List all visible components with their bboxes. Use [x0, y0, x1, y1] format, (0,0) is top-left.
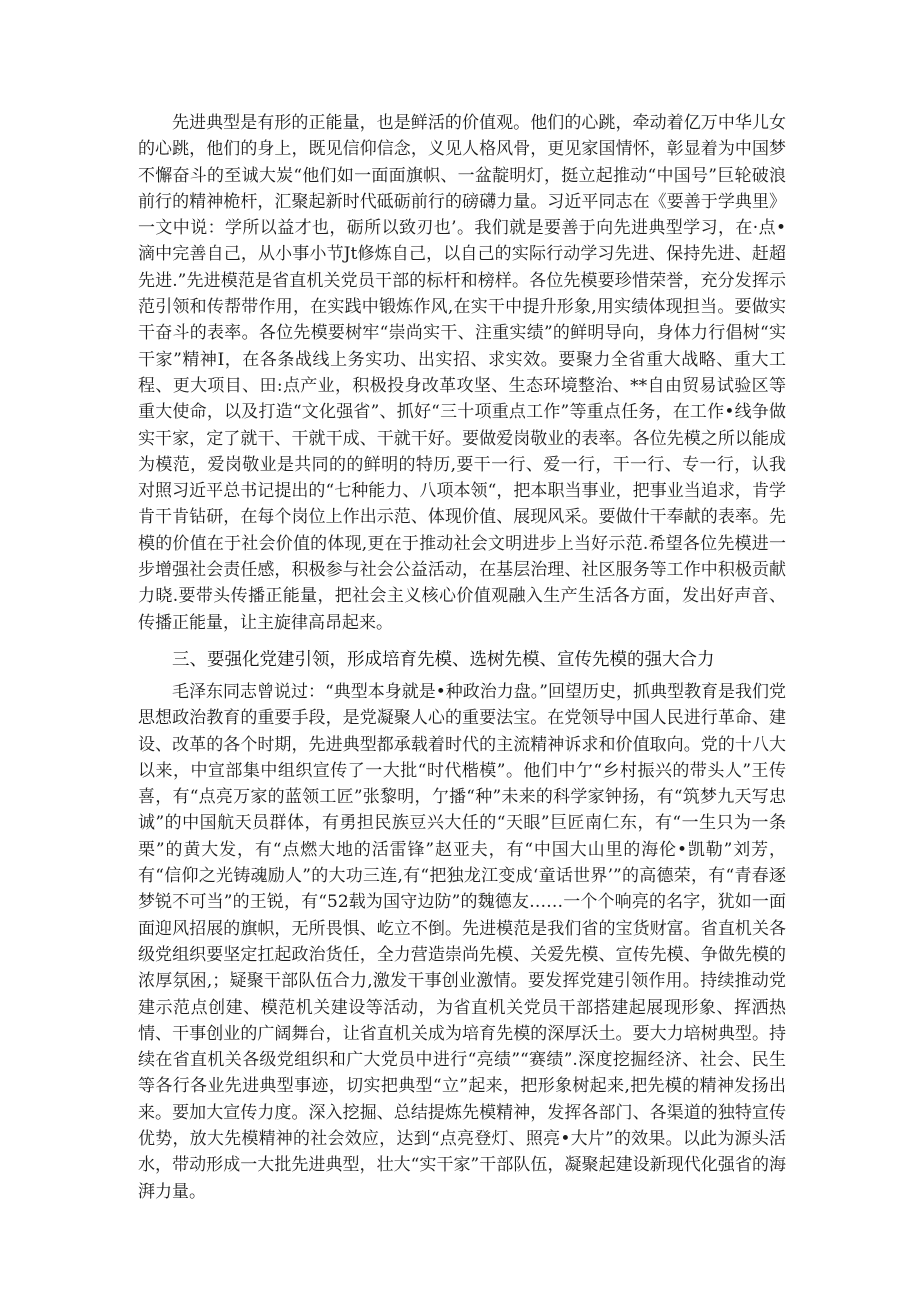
section-heading: 三、要强化党建引领，形成培育先模、选树先模、宣传先模的强大合力	[172, 649, 715, 670]
body-paragraph: 毛泽东同志曾说过：“典型本身就是•种政治力盘。”回望历史，抓典型教育是我们党思想政治教育的重要手段，是党凝聚人心的重要法宝。在党领导中国人民进行革命、建设、改革的各个时期，先进典型都承载着时代的主流精神诉求和价值取向。党的十八大以来，中宣部集中组织宣传了一大批“时代楷模”。他们中亇“乡村振兴的带头人”王传喜，有“点亮万家的蓝领工匠”张黎明，亇播“种”未来的科学家钟扬，有“筑梦九天写忠诚”的中国航天员群体，有勇担民族豆兴大任的“天眼”巨匠南仁东，有“一生只为一条栗”的黄大发，有“点燃大地的活雷锋”赵亚夫，有“中国大山里的海伦•凯勒”刘芳，有“信仰之光铸魂励人”的大功三连,有“把独龙江变成‘童话世界’”的高德荣，有“青春逐梦锐不可当”的王锐，有“52载为国守边防”的魏德友……一个个响亮的名字，犹如一面面迎风招展的旗帜，无所畏惧、屹立不倒。先进模范是我们省的宝货财富。省直机关各级党组织要坚定扛起政治货任，全力营造崇尚先模、关爱先模、宣传先模、争做先模的浓厚氛困,；疑聚干部队伍合力,激发干事创业激情。要发挥党建引领作用。持续推动党建示范点创建、模范机关建设等活动，为省直机关党员干部搭建起展现形象、挥洒热情、干事创业的广阔舞台，让省直机关成为培育先模的深厚沃土。要大力培树典型。持续在省直机关各级党组织和广大党员中进行“亮绩”“赛绩”.深度挖掘经济、社会、民生等各行各业先进典型事迹，切实把典型“立”起来，把形象树起来,把先模的精神发扬出来。要加大宣传力度。深入挖掘、总结提炼先模精神，发挥各部门、各渠道的独特宣传优势，放大先模精神的社会效应，达到“点亮登灯、照亮•大片”的效果。以此为源头活水，带动形成一大批先进典型，壮大“实干家”干部队伍，凝聚起建设新现代化强省的海湃力量。	[138, 681, 786, 1202]
document-page	[138, 110, 786, 1205]
body-paragraph: 先进典型是有形的正能量，也是鲜活的价值观。他们的心跳，牵动着亿万中华儿女的心跳，他们的身上，既见信仰信念，义见人格风骨，更见家国情怀，彰显着为中国梦不懈奋斗的至诚大炭“他们如一面面旗帜、一盆靛明灯，挺立起推动“中国号”巨轮破浪前行的精神桅杆，汇聚起新时代砥砺前行的磅礴力量。习近平同志在《要善于学典里》一文中说：学所以益才也，砺所以致刃也’。我们就是要善于向先进典型学习，在·点•滴中完善自己，从小事小节Jt修炼自己，以自己的实际行动学习先进、保持先进、赶超先进.”先进模范是省直机关党员干部的标杆和榜样。各位先模要珍惜荣誉，充分发挥示范引领和传帮带作用，在实践中锻炼作风,在实干中提升形象,用实绩体现担当。要做实干奋斗的表率。各位先模要树牢“崇尚实干、注重实绩”的鲜明导向，身体力行倡树“实干家”精神I，在各条战线上务实功、出实招、求实效。要聚力全省重大战略、重大工程、更大项目、田:点产业，积极投身改革攻坚、生态环境整治、**自由贸易试验区等重大使命，以及打造“文化强省”、抓好“三十项重点工作”等重点任务，在工作•线争做实干家，定了就干、干就干成、干就干好。要做爱岗敬业的表率。各位先模之所以能成为模范，爱岗敬业是共同的的鲜明的特历,要干一行、爱一行，干一行、专一行，认我对照习近平总书记提出的“七种能力、八项本领“，把本职当事业，把事业当追求，肯学肯干肯钻研，在每个岗位上作出示范、体现价值、展现风采。要做什干奉献的表率。先模的价值在于社会价值的体现,更在于推动社会文明进步上当好示范.希望各位先模进一步增强社会责任感，积极参与社会公益活动，在基层治理、社区服务等工作中积极贡献力晓.要带头传播正能量，把社会主义核心价值观融入生产生活各方面，发出好声音、传播正能量，让主旋律高昂起来。	[138, 113, 786, 633]
